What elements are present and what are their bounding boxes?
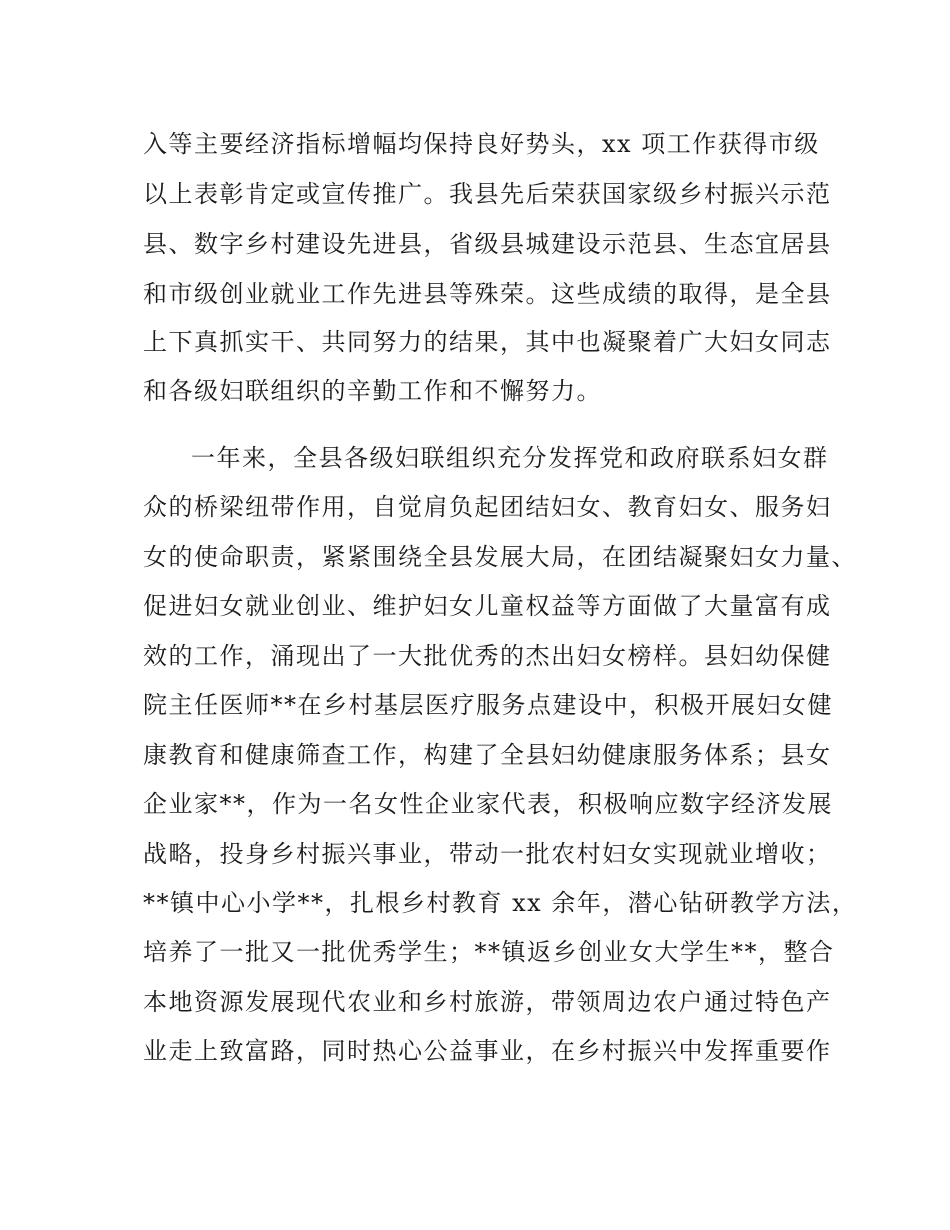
- text-line: 业走上致富路，同时热心公益事业，在乡村振兴中发挥重要作: [143, 1037, 832, 1065]
- text-line: 院主任医师**在乡村基层医疗服务点建设中，积极开展妇女健: [143, 691, 833, 719]
- text-line: 和各级妇联组织的辛勤工作和不懈努力。: [143, 377, 602, 405]
- text-line: 效的工作，涌现出了一大批优秀的杰出妇女榜样。县妇幼保健: [143, 642, 832, 670]
- text-line: 女的使命职责，紧紧围绕全县发展大局，在团结凝聚妇女力量、: [143, 543, 857, 571]
- text-line: 县、数字乡村建设先进县，省级县城建设示范县、生态宜居县: [143, 230, 832, 258]
- text-line: 入等主要经济指标增幅均保持良好势头，xx 项工作获得市级: [143, 130, 820, 158]
- text-line: 以上表彰肯定或宣传推广。我县先后荣获国家级乡村振兴示范: [143, 180, 832, 208]
- text-line: 战略，投身乡村振兴事业，带动一批农村妇女实现就业增收；: [143, 840, 832, 868]
- text-line: **镇中心小学**，扎根乡村教育 xx 余年，潜心钻研教学方法，: [143, 889, 858, 917]
- text-line: 和市级创业就业工作先进县等殊荣。这些成绩的取得，是全县: [143, 280, 832, 308]
- text-line: 企业家**，作为一名女性企业家代表，积极响应数字经济发展: [143, 790, 833, 818]
- text-line: 一年来，全县各级妇联组织充分发挥党和政府联系妇女群: [191, 444, 829, 472]
- text-line: 促进妇女就业创业、维护妇女儿童权益等方面做了大量富有成: [143, 592, 832, 620]
- text-line: 培养了一批又一批优秀学生；**镇返乡创业女大学生**，整合: [143, 938, 835, 966]
- text-line: 康教育和健康筛查工作，构建了全县妇幼健康服务体系；县女: [143, 741, 832, 769]
- text-line: 众的桥梁纽带作用，自觉肩负起团结妇女、教育妇女、服务妇: [143, 493, 832, 521]
- text-line: 本地资源发展现代农业和乡村旅游，带领周边农户通过特色产: [143, 988, 832, 1016]
- text-line: 上下真抓实干、共同努力的结果，其中也凝聚着广大妇女同志: [143, 328, 832, 356]
